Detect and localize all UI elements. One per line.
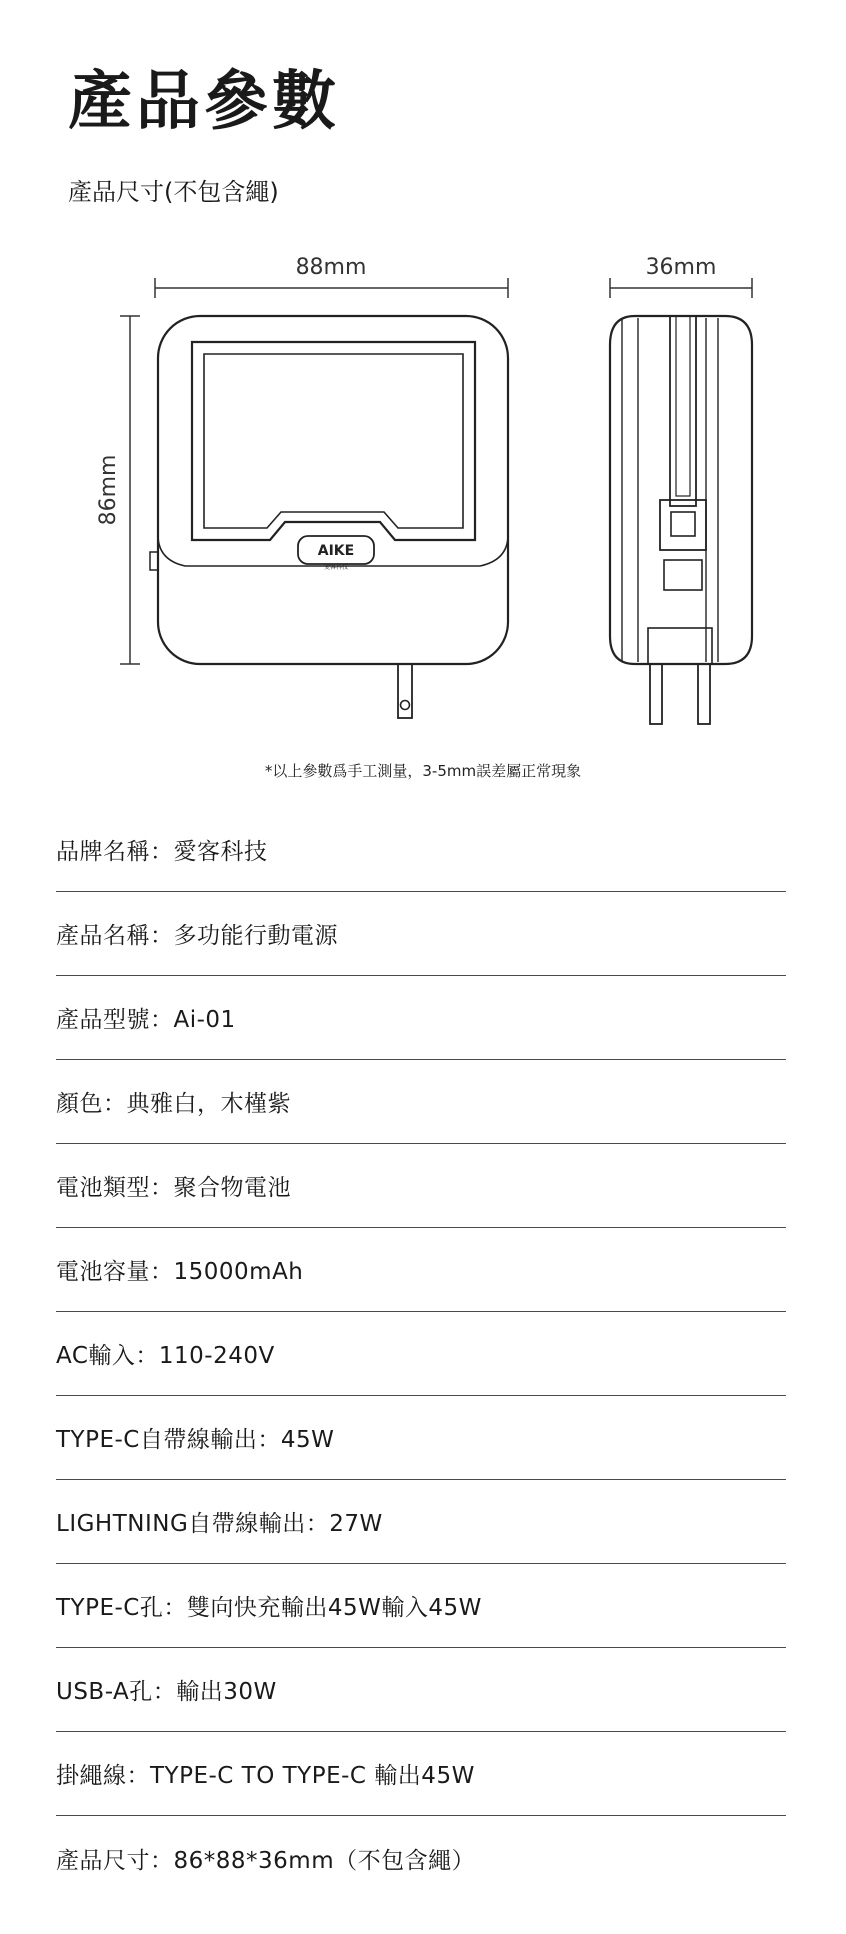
spec-text: USB-A孔：輸出30W	[56, 1679, 277, 1705]
spec-list	[56, 808, 786, 1900]
dimension-subtitle: 產品尺寸(不包含繩)	[68, 178, 279, 206]
side-view	[610, 316, 752, 724]
spec-text: 電池容量：15000mAh	[56, 1259, 304, 1285]
height-label: 86mm	[96, 454, 121, 526]
depth-label: 36mm	[645, 255, 717, 280]
spec-text: 電池類型：聚合物電池	[56, 1175, 291, 1201]
spec-row-model	[56, 976, 786, 1060]
spec-text: LIGHTNING自帶線輸出：27W	[56, 1511, 383, 1537]
front-view	[150, 316, 508, 718]
spec-text: 產品名稱：多功能行動電源	[56, 923, 338, 949]
spec-row-lightning-cable	[56, 1480, 786, 1564]
spec-text: 產品型號：Ai-01	[56, 1007, 236, 1033]
spec-row-typec-port	[56, 1564, 786, 1648]
spec-row-color	[56, 1060, 786, 1144]
spec-row-ac-input	[56, 1312, 786, 1396]
height-dimension	[120, 316, 140, 664]
product-dimension-diagram	[0, 0, 846, 760]
spec-row-size	[56, 1816, 786, 1900]
width-label: 88mm	[295, 255, 367, 280]
measurement-note: *以上參數爲手工測量，3-5mm誤差屬正常現象	[264, 762, 582, 780]
depth-dimension	[610, 278, 752, 298]
spec-row-battery-capacity	[56, 1228, 786, 1312]
logo-subtext: 愛客科技	[323, 564, 349, 571]
width-dimension	[155, 278, 508, 298]
spec-row-battery-type	[56, 1144, 786, 1228]
spec-text: 品牌名稱：愛客科技	[56, 839, 268, 865]
spec-row-lanyard	[56, 1732, 786, 1816]
spec-text: TYPE-C孔：雙向快充輸出45W輸入45W	[56, 1595, 482, 1621]
spec-row-product-name	[56, 892, 786, 976]
spec-text: 顏色：典雅白，木槿紫	[56, 1091, 291, 1117]
page-title: 產品參數	[68, 65, 340, 139]
spec-row-typec-cable	[56, 1396, 786, 1480]
logo-text: AIKE	[317, 543, 355, 559]
spec-text: 產品尺寸：86*88*36mm（不包含繩）	[56, 1847, 476, 1874]
spec-row-usba-port	[56, 1648, 786, 1732]
spec-text: TYPE-C自帶線輸出：45W	[56, 1427, 335, 1453]
spec-row-brand	[56, 808, 786, 892]
spec-text: 掛繩線：TYPE-C TO TYPE-C 輸出45W	[56, 1763, 475, 1789]
spec-text: AC輸入：110-240V	[56, 1343, 275, 1369]
